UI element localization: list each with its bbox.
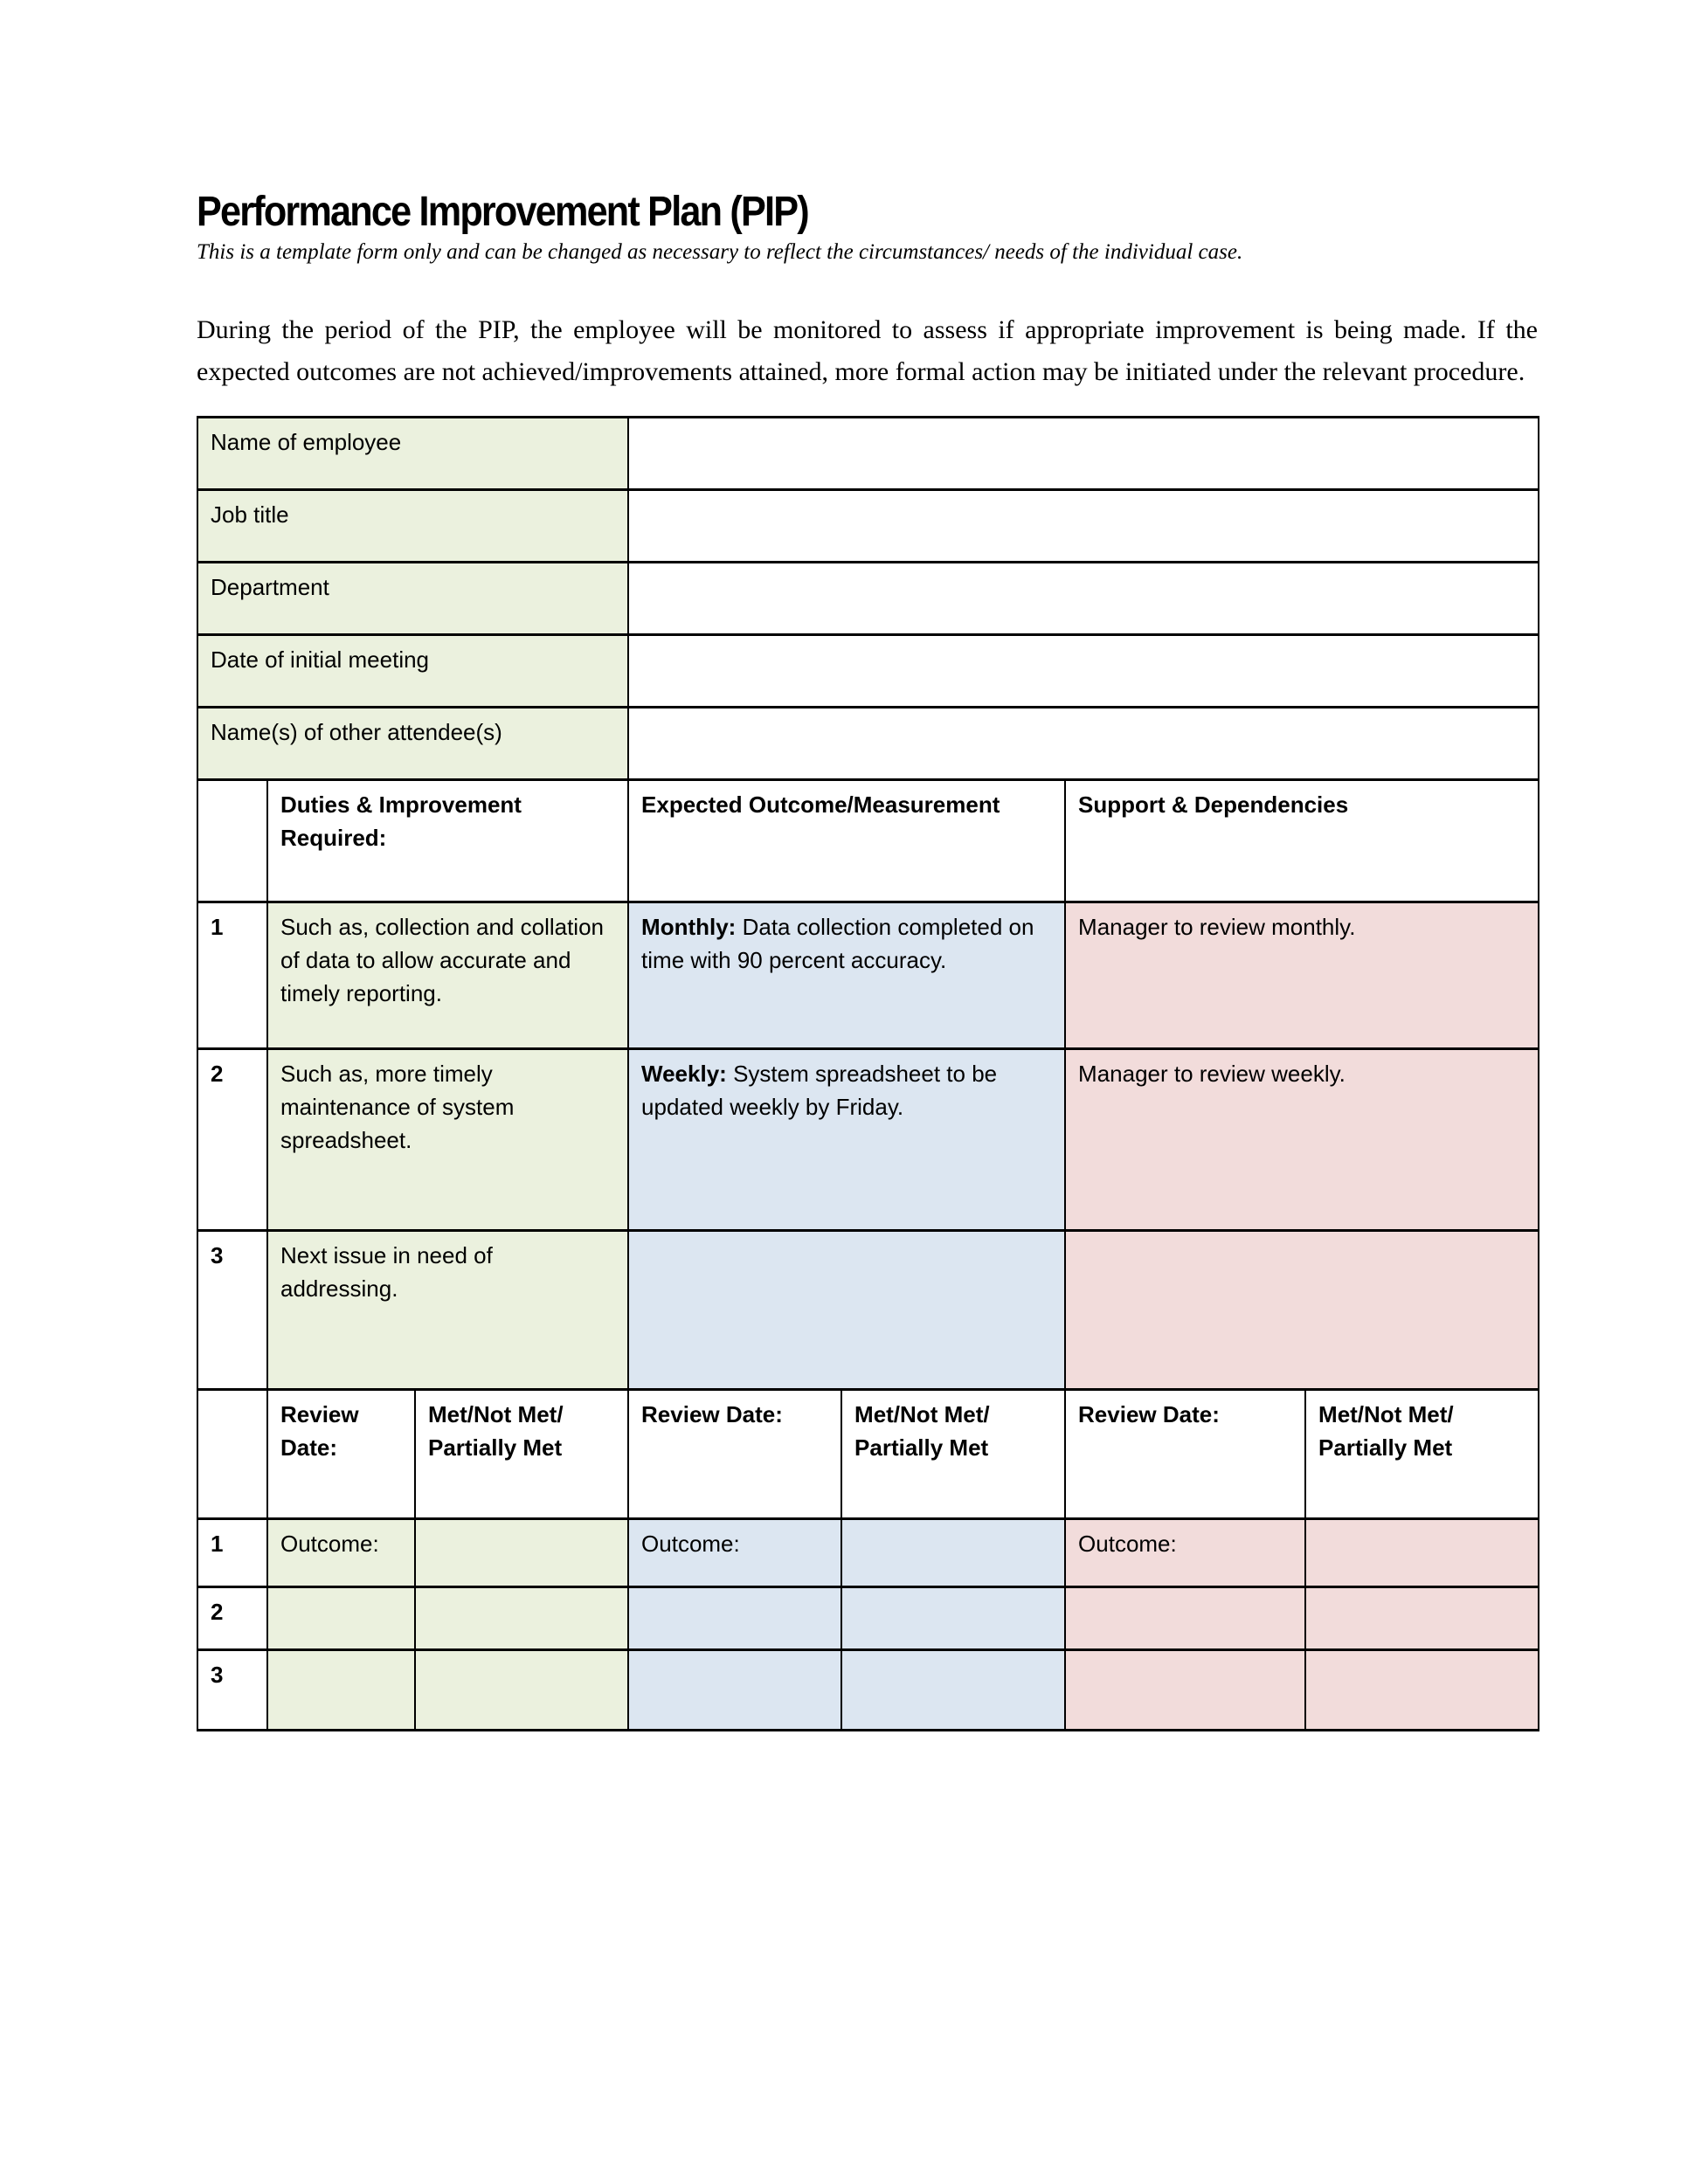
info-row-job-title [197,490,1539,563]
row-number-cell: 1 [197,1519,267,1587]
outcome-cell-review2[interactable]: Outcome: [628,1519,841,1587]
info-value-employee-name[interactable] [628,418,1539,490]
review-header-row [197,1390,1539,1519]
review-header-num-cell [197,1390,267,1519]
row-number-cell: 2 [197,1049,267,1231]
outcome-cell-review1[interactable] [267,1650,415,1731]
expected-outcome-cell[interactable] [628,1231,1065,1390]
info-value-job-title[interactable] [628,490,1539,563]
duties-row-3 [197,1231,1539,1390]
met-status-header-cell: Met/Not Met/ Partially Met [1305,1390,1539,1519]
info-label-job-title: Job title [197,490,628,563]
met-status-cell-review3[interactable] [1305,1650,1539,1731]
expected-outcome-cell [628,1049,1065,1231]
row-number-cell: 3 [197,1231,267,1390]
info-row-other-attendees [197,708,1539,780]
info-value-department[interactable] [628,563,1539,635]
review-date-header-cell: Review Date: [267,1390,415,1519]
expected-outcome-text: System spreadsheet to be updated weekly by Friday. [641,1061,998,1121]
support-cell: Manager to review weekly. [1065,1049,1539,1231]
info-label-employee-name: Name of employee [197,418,628,490]
review-row-2 [197,1587,1539,1650]
met-status-header-cell: Met/Not Met/ Partially Met [415,1390,628,1519]
duties-row-2 [197,1049,1539,1231]
met-status-cell-review1[interactable] [415,1650,628,1731]
info-row-department [197,563,1539,635]
review-date-header-cell: Review Date: [628,1390,841,1519]
met-status-cell-review2[interactable] [841,1587,1065,1650]
row-number-cell: 1 [197,902,267,1049]
info-value-initial-meeting-date[interactable] [628,635,1539,708]
support-cell[interactable] [1065,1231,1539,1390]
outcome-cell-review1[interactable] [267,1587,415,1650]
duties-row-1 [197,902,1539,1049]
review-row-3 [197,1650,1539,1731]
page-title: Performance Improvement Plan (PIP) [197,189,808,235]
met-status-header-cell: Met/Not Met/ Partially Met [841,1390,1065,1519]
met-status-cell-review3[interactable] [1305,1519,1539,1587]
review-date-header-cell: Review Date: [1065,1390,1305,1519]
duties-header-num-cell [197,780,267,902]
outcome-cell-review2[interactable] [628,1650,841,1731]
row-number-cell: 2 [197,1587,267,1650]
met-status-cell-review1[interactable] [415,1519,628,1587]
duties-cell: Such as, more timely maintenance of system spreadsheet. [267,1049,628,1231]
expected-frequency-label: Monthly: [641,914,737,941]
duties-header-support: Support & Dependencies [1065,780,1539,902]
duties-header-expected: Expected Outcome/Measurement [628,780,1065,902]
support-cell: Manager to review monthly. [1065,902,1539,1049]
info-label-department: Department [197,563,628,635]
info-row-initial-meeting-date [197,635,1539,708]
intro-paragraph: During the period of the PIP, the employee will be monitored to assess if appropriate improvement is being made. If the expected outcomes are not achieved/improvements attained, more formal action may be initiated under the relevant procedure. [197,315,1538,387]
expected-outcome-text: Data collection completed on time with 90 percent accuracy. [641,914,1034,974]
outcome-cell-review1[interactable]: Outcome: [267,1519,415,1587]
info-label-other-attendees: Name(s) of other attendee(s) [197,708,628,780]
expected-frequency-label: Weekly: [641,1061,727,1088]
duties-cell: Such as, collection and collation of data to allow accurate and timely reporting. [267,902,628,1049]
info-row-employee-name [197,418,1539,490]
outcome-cell-review2[interactable] [628,1587,841,1650]
row-number-cell: 3 [197,1650,267,1731]
duties-header-duties: Duties & Improvement Required: [267,780,628,902]
page-subtitle: This is a template form only and can be changed as necessary to reflect the circumstances/ needs of the individual case. [197,240,1243,265]
info-value-other-attendees[interactable] [628,708,1539,780]
duties-cell[interactable]: Next issue in need of addressing. [267,1231,628,1390]
outcome-cell-review3[interactable] [1065,1587,1305,1650]
met-status-cell-review3[interactable] [1305,1587,1539,1650]
outcome-cell-review3[interactable] [1065,1650,1305,1731]
outcome-cell-review3[interactable]: Outcome: [1065,1519,1305,1587]
expected-outcome-cell [628,902,1065,1049]
info-label-initial-meeting-date: Date of initial meeting [197,635,628,708]
met-status-cell-review1[interactable] [415,1587,628,1650]
duties-header-row [197,780,1539,902]
review-row-1 [197,1519,1539,1587]
met-status-cell-review2[interactable] [841,1650,1065,1731]
met-status-cell-review2[interactable] [841,1519,1065,1587]
pip-form-table [197,416,1539,1731]
